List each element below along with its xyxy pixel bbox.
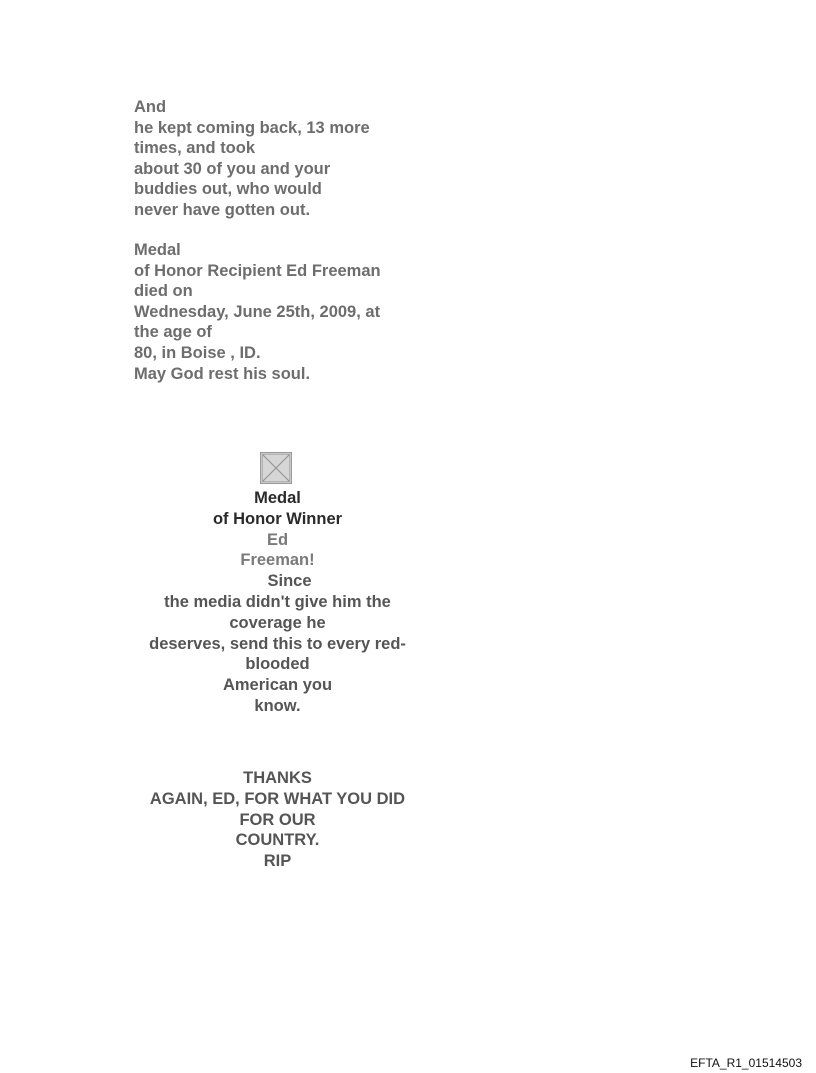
- text-line: of Honor Winner: [212, 509, 343, 528]
- tribute-block: [130, 488, 425, 717]
- text-line: FOR OUR: [239, 810, 316, 829]
- text-line: deserves, send this to every red-: [149, 634, 406, 653]
- text-line: THANKS: [243, 769, 312, 787]
- text-line: 80, in Boise , ID.: [134, 343, 261, 362]
- text-line: died on: [134, 282, 193, 301]
- text-line: Freeman!: [240, 551, 315, 570]
- text-line: COUNTRY.: [235, 831, 320, 850]
- text-line: Since: [267, 572, 312, 591]
- text-line: Medal: [134, 241, 181, 259]
- text-line: Wednesday, June 25th, 2009, at: [134, 302, 381, 321]
- document-id: EFTA_R1_01514503: [690, 1056, 802, 1070]
- text-line: American you: [222, 676, 333, 695]
- text-line: blooded: [245, 655, 310, 674]
- text-line: he kept coming back, 13 more: [134, 118, 370, 137]
- text-line: about 30 of you and your: [134, 159, 331, 178]
- text-line: Medal: [254, 489, 301, 507]
- text-line: know.: [254, 696, 301, 715]
- paragraph-obituary: [134, 240, 434, 384]
- text-line: And: [134, 98, 167, 116]
- text-line: the media didn't give him the: [164, 592, 391, 611]
- text-line: buddies out, who would: [134, 180, 322, 199]
- broken-image-icon: [260, 452, 292, 484]
- text-line: AGAIN, ED, FOR WHAT YOU DID: [149, 789, 406, 808]
- text-line: RIP: [263, 852, 292, 871]
- text-line: May God rest his soul.: [134, 364, 311, 383]
- text-line: times, and took: [134, 139, 256, 158]
- text-line: of Honor Recipient Ed Freeman: [134, 261, 381, 280]
- text-line: coverage he: [229, 613, 326, 632]
- text-line: the age of: [134, 323, 212, 342]
- paragraph-rescue-missions: [134, 97, 434, 221]
- text-line: Ed: [266, 530, 289, 549]
- text-line: never have gotten out.: [134, 200, 311, 219]
- thanks-block: [130, 768, 425, 872]
